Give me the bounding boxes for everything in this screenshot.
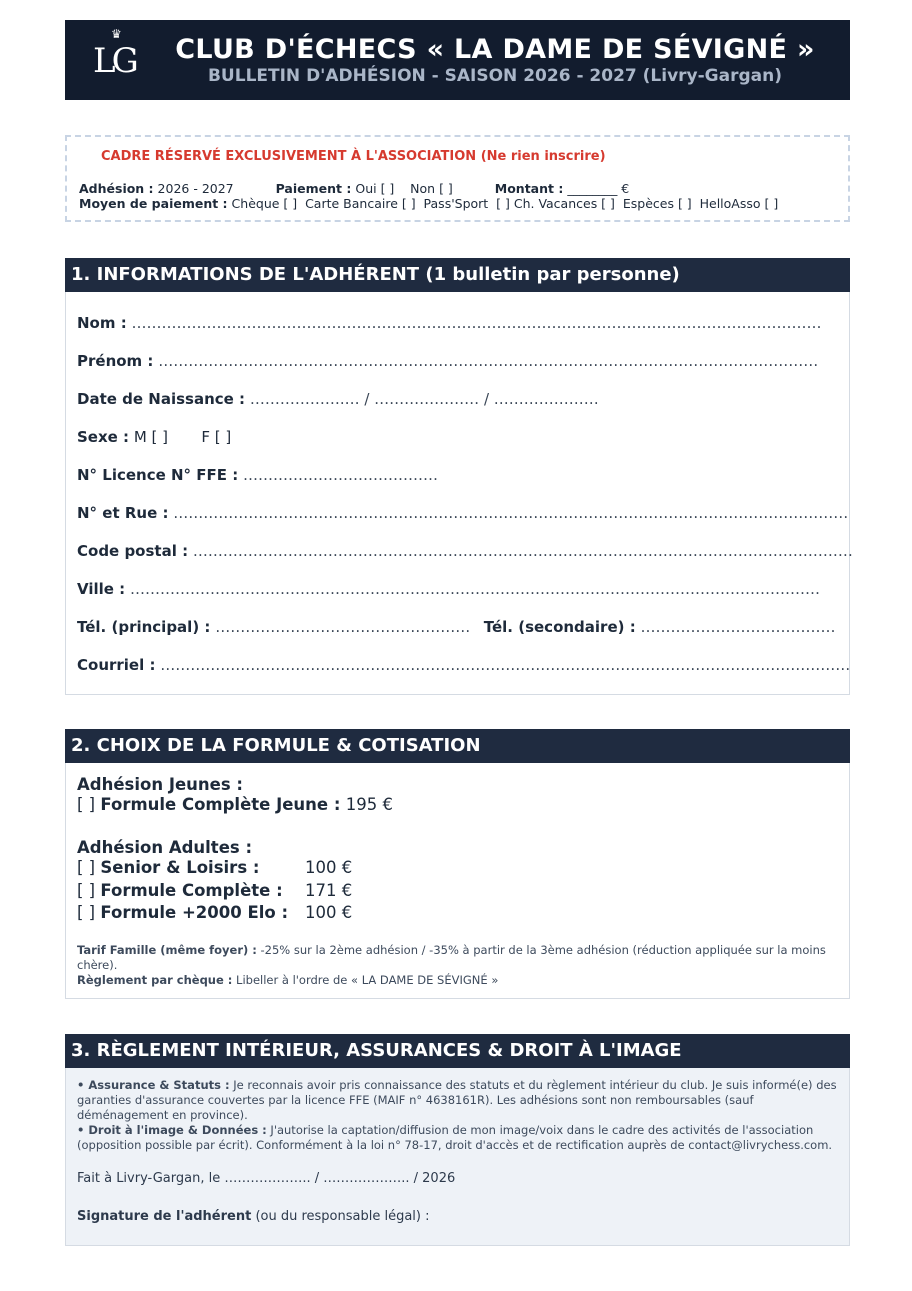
reserved-title: CADRE RÉSERVÉ EXCLUSIVEMENT À L'ASSOCIATION (Ne rien inscrire)	[101, 149, 606, 164]
field-rue[interactable]	[77, 504, 848, 522]
courriel-dots: …………………………………………………………………………………………………………………………	[160, 656, 851, 674]
licence-dots: …………………………………	[243, 466, 439, 484]
crown-icon: ♛	[111, 27, 122, 41]
cheque-label: Règlement par chèque :	[77, 973, 233, 987]
field-ville[interactable]	[77, 580, 820, 598]
logo-monogram: LG	[93, 41, 135, 81]
nom-label: Nom :	[77, 314, 127, 332]
montant-label: Montant :	[494, 181, 564, 196]
adhesion-label: Adhésion :	[79, 181, 154, 196]
elo-label: Formule +2000 Elo :	[100, 903, 289, 922]
assurance-text: Je reconnais avoir pris connaissance des statuts et du règlement intérieur du club. Je suis informé(e) des garanties d'assurance couvertes par la licence FFE (MAIF n° 4638161R). Les adhésions sont non remboursables (sauf déménagement en province).	[77, 1078, 837, 1122]
naissance-label: Date de Naissance :	[77, 390, 246, 408]
complete-price: 171 €	[305, 881, 353, 900]
page-title: CLUB D'ÉCHECS « LA DAME DE SÉVIGNÉ »	[175, 34, 815, 65]
moyen-value: Chèque [ ] Carte Bancaire [ ] Pass'Sport [ ] Ch. Vacances [ ] Espèces [ ] HelloAsso [ ]	[231, 196, 779, 211]
cp-dots: ……………………………………………………………………………………………………………………	[192, 542, 853, 560]
section-1-header: 1. INFORMATIONS DE L'ADHÉRENT (1 bulletin par personne)	[65, 258, 850, 292]
droit-text: J'autorise la captation/diffusion de mon image/voix dans le cadre des activités de l'association (opposition possible par écrit). Conformément à la loi n° 78-17, droit d'accès et de rectification auprès de contact@livrychess.com.	[77, 1123, 833, 1152]
sexe-label: Sexe :	[77, 428, 130, 446]
tel1-dots: ……………………………………………	[215, 618, 471, 636]
reserved-line-1	[79, 181, 629, 196]
sexe-value: M [ ] F [ ]	[133, 428, 232, 446]
reserved-box	[65, 135, 850, 222]
senior-price: 100 €	[305, 858, 353, 877]
senior-checkbox[interactable]: [ ]	[77, 858, 96, 877]
field-courriel[interactable]	[77, 656, 850, 674]
ville-dots: …………………………………………………………………………………………………………………………	[129, 580, 820, 598]
formule-jeune-option[interactable]	[77, 795, 393, 814]
field-date-naissance[interactable]	[77, 390, 599, 408]
adultes-heading	[77, 838, 252, 857]
reserved-line-2	[79, 196, 778, 211]
assurance-paragraph	[77, 1078, 842, 1123]
senior-label: Senior & Loisirs :	[100, 858, 260, 877]
droit-image-paragraph	[77, 1123, 842, 1153]
field-nom[interactable]	[77, 314, 822, 332]
tel2-dots: …………………………………	[640, 618, 836, 636]
montant-value: ________ €	[567, 181, 630, 196]
famille-label: Tarif Famille (même foyer) :	[77, 943, 257, 957]
nom-dots: …………………………………………………………………………………………………………………………	[131, 314, 822, 332]
jeunes-heading	[77, 775, 243, 794]
formule-senior-option[interactable]	[77, 858, 353, 877]
cheque-text: Libeller à l'ordre de « LA DAME DE SÉVIGNÉ »	[236, 973, 499, 987]
field-code-postal[interactable]	[77, 542, 853, 560]
paiement-label: Paiement :	[275, 181, 352, 196]
elo-checkbox[interactable]: [ ]	[77, 903, 96, 922]
cp-label: Code postal :	[77, 542, 189, 560]
page-subtitle: BULLETIN D'ADHÉSION - SAISON 2026 - 2027 (Livry-Gargan)	[207, 66, 783, 86]
formule-complete-option[interactable]	[77, 881, 353, 900]
cheque-note	[77, 973, 837, 988]
signature-suffix: (ou du responsable légal) :	[255, 1209, 430, 1224]
section-3-body	[65, 1068, 850, 1246]
section-3-header: 3. RÈGLEMENT INTÉRIEUR, ASSURANCES & DROIT À L'IMAGE	[65, 1034, 850, 1068]
tarif-famille-note	[77, 943, 837, 973]
elo-price: 100 €	[305, 903, 353, 922]
prenom-dots: ……………………………………………………………………………………………………………………	[158, 352, 819, 370]
field-prenom[interactable]	[77, 352, 818, 370]
complete-checkbox[interactable]: [ ]	[77, 881, 96, 900]
field-sexe[interactable]	[77, 428, 231, 446]
complete-label: Formule Complète :	[100, 881, 283, 900]
signature-label: Signature de l'adhérent	[77, 1209, 252, 1224]
field-licence[interactable]	[77, 466, 438, 484]
paiement-value: Oui [ ] Non [ ]	[355, 181, 453, 196]
header-banner	[65, 20, 850, 100]
section-2-body	[65, 763, 850, 999]
moyen-label: Moyen de paiement :	[79, 196, 228, 211]
section-2-header: 2. CHOIX DE LA FORMULE & COTISATION	[65, 729, 850, 763]
rue-label: N° et Rue :	[77, 504, 169, 522]
jeune-checkbox[interactable]: [ ]	[77, 795, 96, 814]
club-logo	[93, 27, 145, 84]
tel2-label: Tél. (secondaire) :	[483, 618, 636, 636]
courriel-label: Courriel :	[77, 656, 156, 674]
adhesion-value: 2026 - 2027	[157, 181, 234, 196]
ville-label: Ville :	[77, 580, 126, 598]
assurance-label: • Assurance & Statuts :	[77, 1078, 230, 1092]
jeune-label: Formule Complète Jeune :	[100, 795, 341, 814]
prenom-label: Prénom :	[77, 352, 154, 370]
tel1-label: Tél. (principal) :	[77, 618, 211, 636]
field-telephones[interactable]	[77, 618, 836, 636]
naissance-dots: ……………….… / ………………… / …………………	[249, 390, 599, 408]
famille-text: -25% sur la 2ème adhésion / -35% à partir de la 3ème adhésion (réduction appliquée sur la moins chère).	[77, 943, 826, 972]
jeune-price: 195 €	[345, 795, 393, 814]
adultes-heading-text: Adhésion Adultes :	[77, 838, 253, 857]
jeunes-heading-text: Adhésion Jeunes :	[77, 775, 243, 794]
rue-dots: ………………………………………………………………………………………………………………………	[173, 504, 849, 522]
droit-label: • Droit à l'image & Données :	[77, 1123, 267, 1137]
section-1-body	[65, 292, 853, 695]
fait-a-line[interactable]: Fait à Livry-Gargan, le ……………….. / ……………….. / 2026	[77, 1171, 456, 1186]
signature-line[interactable]	[77, 1209, 430, 1224]
licence-label: N° Licence N° FFE :	[77, 466, 239, 484]
formule-elo-option[interactable]	[77, 903, 353, 922]
